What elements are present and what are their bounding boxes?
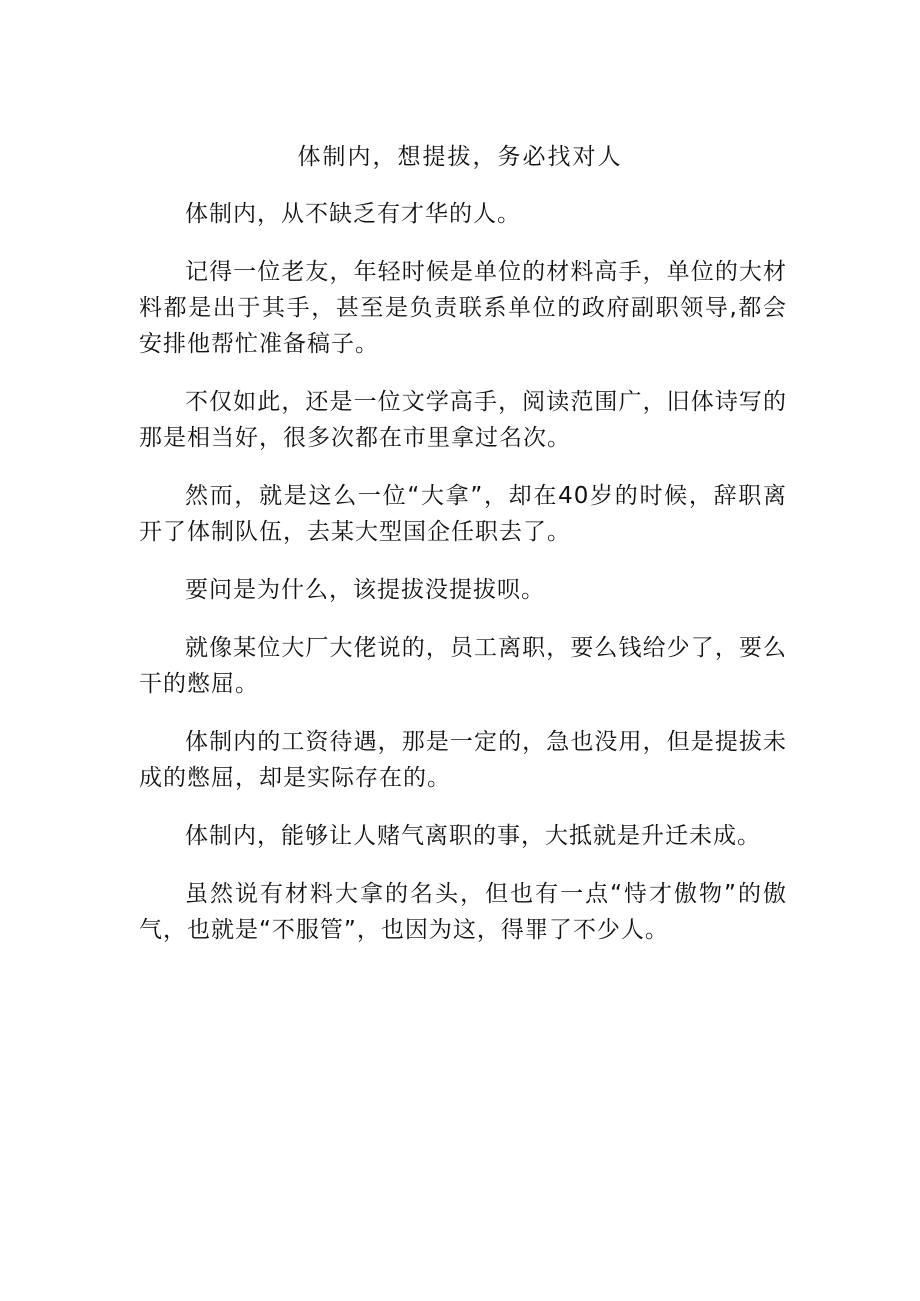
paragraph: 要问是为什么，该提拔没提拔呗。	[185, 577, 545, 603]
paragraph: 不仅如此，还是一位文学高手，阅读范围广，旧体诗写的那是相当好，很多次都在市里拿过名次。	[139, 389, 787, 451]
paragraph: 虽然说有材料大拿的名头，但也有一点“恃才傲物”的傲气，也就是“不服管”，也因为这，得罪了不少人。	[139, 881, 787, 943]
paragraph: 然而，就是这么一位“大拿”，却在40岁的时候，辞职离开了体制队伍，去某大型国企任职去了。	[139, 483, 787, 545]
document-body	[139, 196, 787, 970]
document-title: 体制内，想提拔，务必找对人	[297, 144, 623, 170]
paragraph: 记得一位老友，年轻时候是单位的材料高手，单位的大材料都是出于其手，甚至是负责联系单位的政府副职领导,都会安排他帮忙准备稿子。	[139, 259, 787, 357]
paragraph: 体制内的工资待遇，那是一定的，急也没用，但是提拔未成的憋屈，却是实际存在的。	[139, 729, 787, 791]
paragraph: 就像某位大厂大佬说的，员工离职，要么钱给少了，要么干的憋屈。	[139, 635, 787, 697]
paragraph: 体制内，能够让人赌气离职的事，大抵就是升迁未成。	[185, 823, 761, 849]
paragraph: 体制内，从不缺乏有才华的人。	[185, 201, 521, 227]
